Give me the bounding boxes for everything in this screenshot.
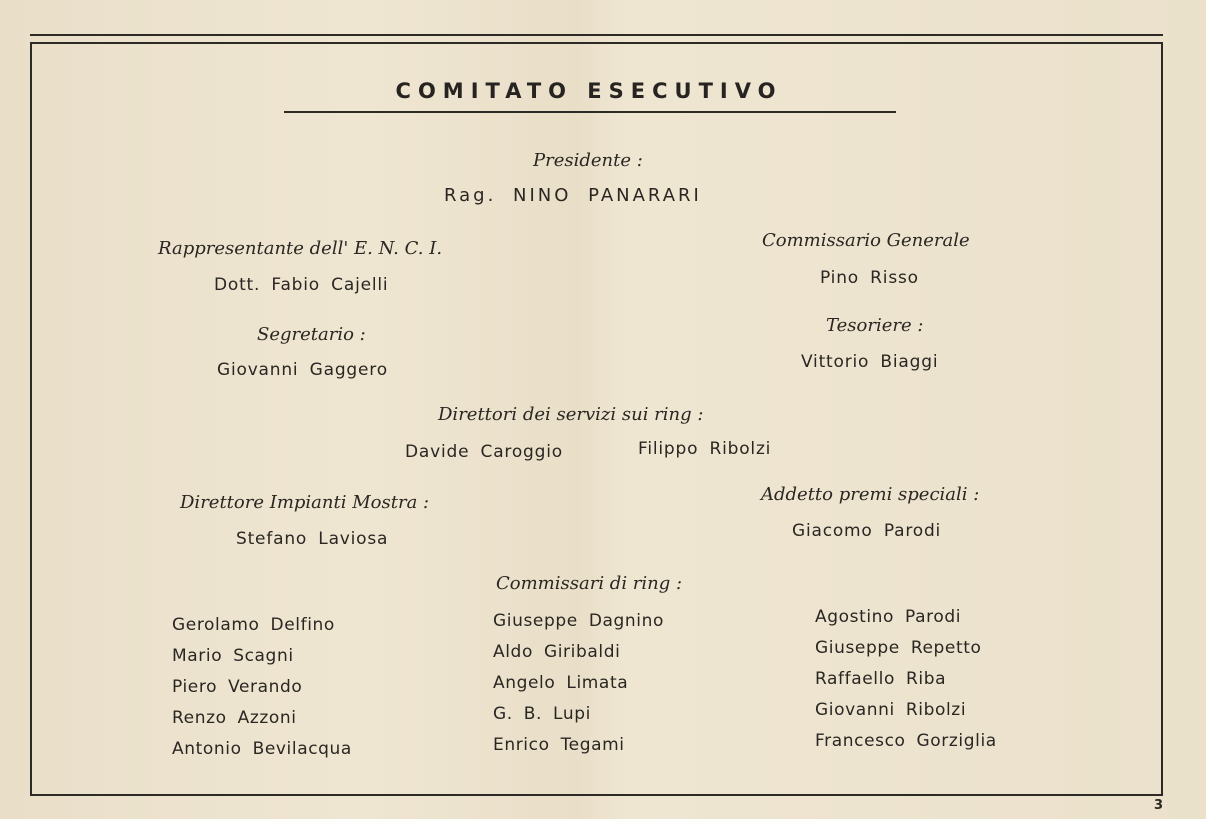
list-item: Aldo Giribaldi [493, 642, 621, 662]
ring-commissioners-col2 [493, 606, 664, 761]
secretary-role: Segretario : [257, 324, 366, 345]
ring-commissioners-col3 [815, 602, 997, 757]
commissioner-general-name: Pino Risso [820, 268, 919, 288]
list-item: Giuseppe Dagnino [493, 611, 665, 631]
plant-director-name: Stefano Laviosa [236, 529, 389, 549]
title-underline [284, 111, 896, 113]
treasurer-name: Vittorio Biaggi [801, 352, 939, 372]
special-prizes-role: Addetto premi speciali : [761, 484, 980, 505]
list-item: Giovanni Ribolzi [815, 700, 967, 720]
list-item: Angelo Limata [493, 673, 629, 693]
list-item: Gerolamo Delfino [172, 615, 335, 635]
plant-director-role: Direttore Impianti Mostra : [180, 492, 430, 513]
special-prizes-name: Giacomo Parodi [792, 521, 942, 541]
enci-rep-role: Rappresentante dell' E. N. C. I. [158, 238, 443, 259]
list-item: Francesco Gorziglia [815, 731, 997, 751]
ring-commissioners-col1 [172, 610, 352, 765]
page-title: COMITATO ESECUTIVO [395, 79, 783, 103]
ring-director-name: Filippo Ribolzi [638, 439, 772, 459]
top-border [30, 34, 1163, 36]
treasurer-role: Tesoriere : [826, 315, 924, 336]
enci-rep-name: Dott. Fabio Cajelli [214, 275, 389, 295]
list-item: Piero Verando [172, 677, 303, 697]
list-item: G. B. Lupi [493, 704, 591, 724]
page-number: 3 [1154, 798, 1164, 813]
ring-director-name: Davide Caroggio [405, 442, 563, 462]
commissioner-general-role: Commissario Generale [762, 230, 970, 251]
list-item: Antonio Bevilacqua [172, 739, 352, 759]
president-name: Rag. NINO PANARARI [444, 185, 702, 206]
list-item: Enrico Tegami [493, 735, 625, 755]
secretary-name: Giovanni Gaggero [217, 360, 388, 380]
list-item: Mario Scagni [172, 646, 294, 666]
list-item: Agostino Parodi [815, 607, 962, 627]
list-item: Giuseppe Repetto [815, 638, 982, 658]
list-item: Renzo Azzoni [172, 708, 297, 728]
ring-commissioners-role: Commissari di ring : [496, 573, 683, 594]
president-role: Presidente : [533, 150, 643, 171]
list-item: Raffaello Riba [815, 669, 947, 689]
ring-directors-role: Direttori dei servizi sui ring : [438, 404, 704, 425]
